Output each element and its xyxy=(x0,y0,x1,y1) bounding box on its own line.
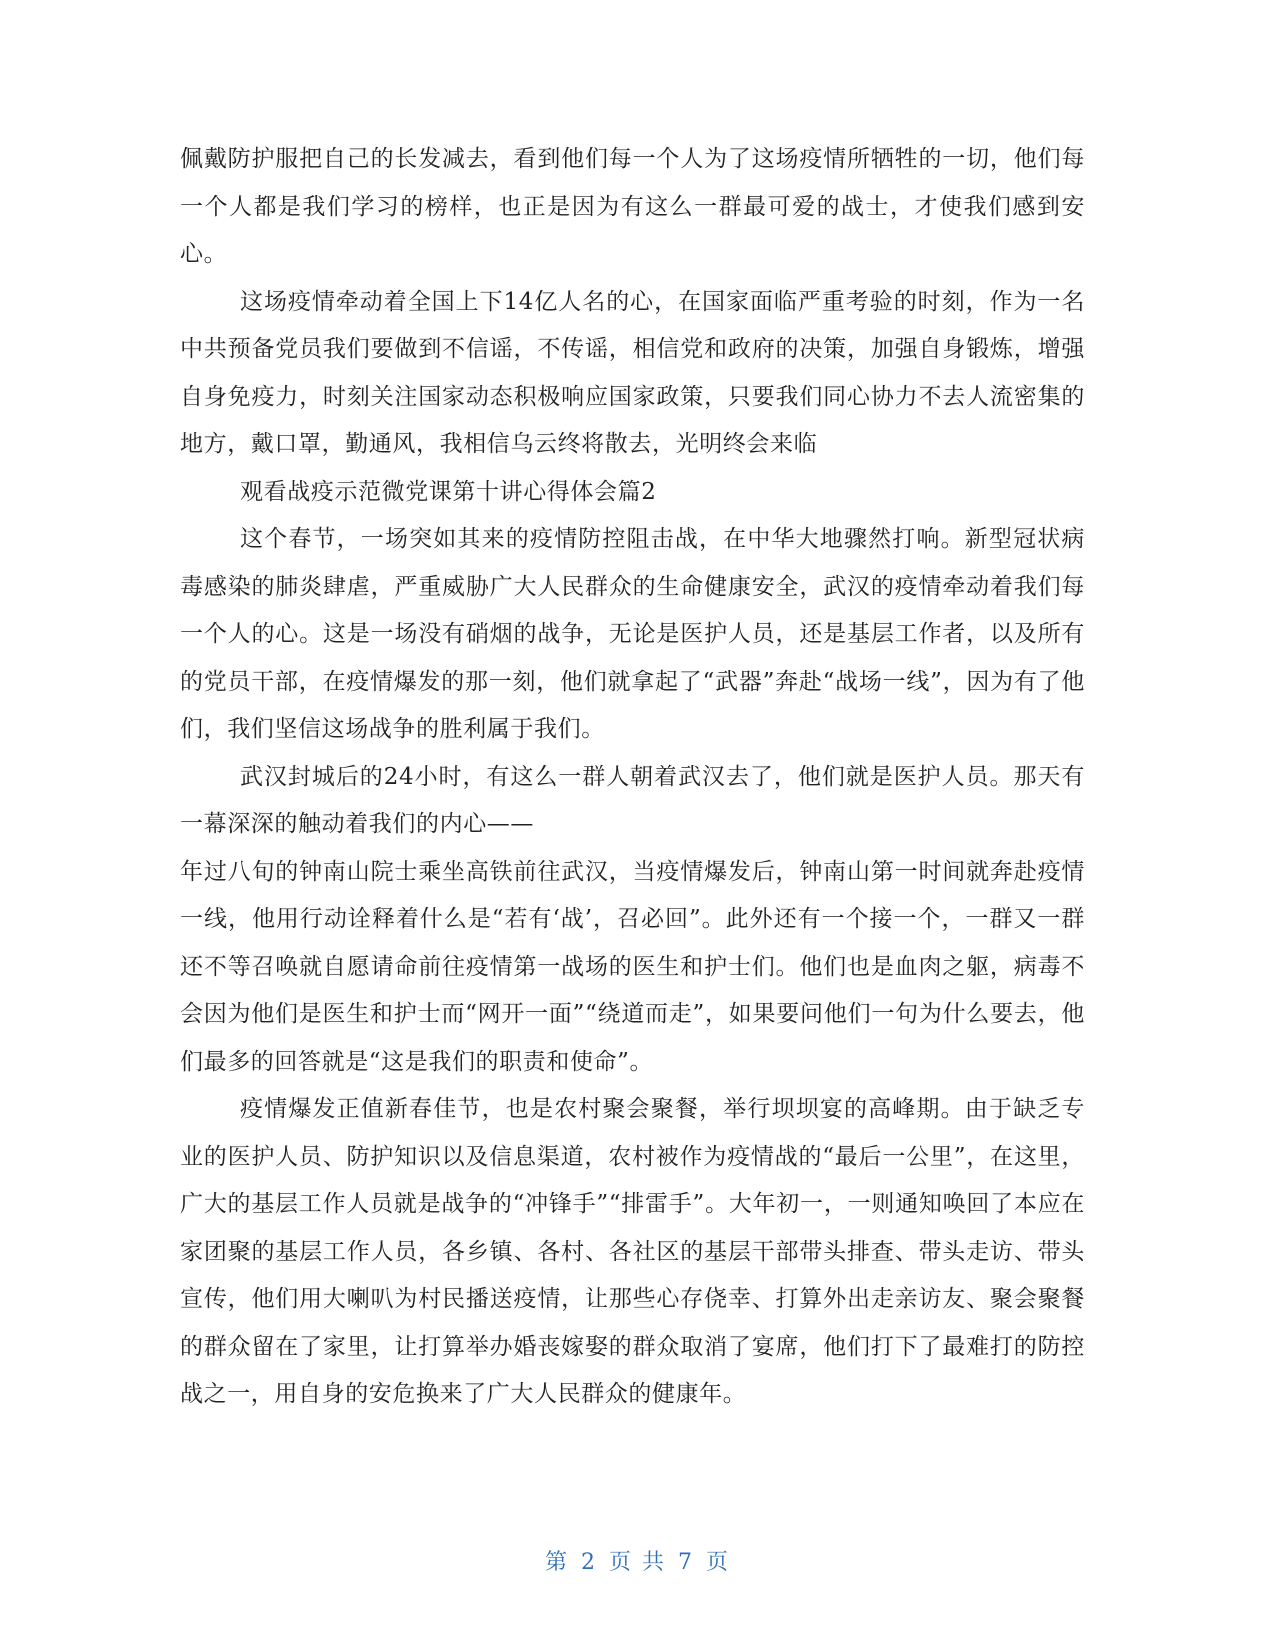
paragraph-2: 这场疫情牵动着全国上下14亿人名的心，在国家面临严重考验的时刻，作为一名中共预备党员我们要做到不信谣，不传谣，相信党和政府的决策，加强自身锻炼，增强自身免疫力，时刻关注国家动态积极响应国家政策，只要我们同心协力不去人流密集的地方，戴口罩，勤通风，我相信乌云终将散去，光明终会来临 xyxy=(180,288,1085,457)
paragraph-6: 疫情爆发正值新春佳节，也是农村聚会聚餐，举行坝坝宴的高峰期。由于缺乏专业的医护人员、防护知识以及信息渠道，农村被作为疫情战的“最后一公里”，在这里，广大的基层工作人员就是战争的“冲锋手”“排雷手”。大年初一，一则通知唤回了本应在家团聚的基层工作人员，各乡镇、各村、各社区的基层干部带头排查、带头走访、带头宣传，他们用大喇叭为村民播送疫情，让那些心存侥幸、打算外出走亲访友、聚会聚餐的群众留在了家里，让打算举办婚丧嫁娶的群众取消了宴席，他们打下了最难打的防控战之一，用自身的安危换来了广大人民群众的健康年。 xyxy=(180,1096,1085,1407)
section-heading: 观看战疫示范微党课第十讲心得体会篇2 xyxy=(240,478,657,505)
paragraph-1: 佩戴防护服把自己的长发减去，看到他们每一个人为了这场疫情所牺牲的一切，他们每一个人都是我们学习的榜样，也正是因为有这么一群最可爱的战士，才使我们感到安心。 xyxy=(180,146,1085,267)
footer-current-page: 2 xyxy=(581,1550,597,1575)
footer-total-pages: 7 xyxy=(678,1550,694,1575)
footer-suffix: 页 xyxy=(706,1550,731,1575)
paragraph-4: 武汉封城后的24小时，有这么一群人朝着武汉去了，他们就是医护人员。那天有一幕深深的触动着我们的内心—— xyxy=(180,763,1085,837)
footer-middle: 页 共 xyxy=(609,1550,666,1575)
document-body xyxy=(180,136,1085,1419)
paragraph-5: 年过八旬的钟南山院士乘坐高铁前往武汉，当疫情爆发后，钟南山第一时间就奔赴疫情一线，他用行动诠释着什么是“若有‘战’，召必回”。此外还有一个接一个，一群又一群还不等召唤就自愿请命前往疫情第一战场的医生和护士们。他们也是血肉之躯，病毒不会因为他们是医生和护士而“网开一面”“绕道而走”，如果要问他们一句为什么要去，他们最多的回答就是“这是我们的职责和使命”。 xyxy=(180,858,1085,1075)
paragraph-3: 这个春节，一场突如其来的疫情防控阻击战，在中华大地骤然打响。新型冠状病毒感染的肺炎肆虐，严重威胁广大人民群众的生命健康安全，武汉的疫情牵动着我们每一个人的心。这是一场没有硝烟的战争，无论是医护人员，还是基层工作者，以及所有的党员干部，在疫情爆发的那一刻，他们就拿起了“武器”奔赴“战场一线”，因为有了他们，我们坚信这场战争的胜利属于我们。 xyxy=(180,526,1085,742)
page-footer xyxy=(0,1545,1275,1576)
footer-prefix: 第 xyxy=(544,1550,569,1575)
